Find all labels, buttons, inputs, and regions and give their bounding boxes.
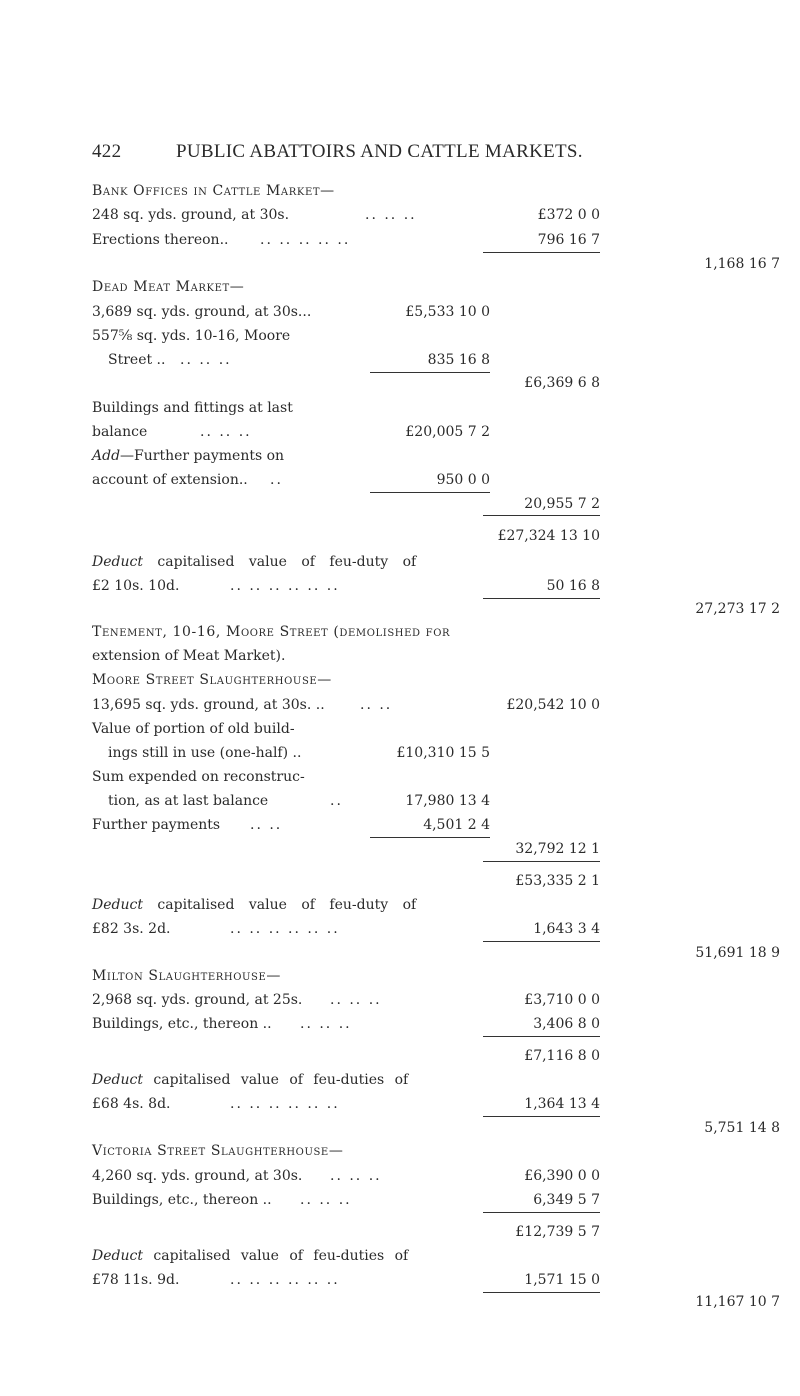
leader-dots: .. .. .. <box>180 352 232 368</box>
sum-rule <box>483 598 600 599</box>
leader-dots: .. .. <box>360 697 393 713</box>
leader-dots: .. .. .. <box>300 1016 352 1032</box>
add-word: Add <box>92 448 121 464</box>
deduct-word: Deduct <box>92 1072 143 1088</box>
deduct-word: Deduct <box>92 897 143 913</box>
deduct-label-1: capitalised value of feu-duty of <box>157 897 417 913</box>
moore-value-amount: £10,310 15 5 <box>396 745 490 761</box>
deduct-word: Deduct <box>92 1248 143 1264</box>
buildings-amount: £20,005 7 2 <box>405 424 490 440</box>
deduct-word: Deduct <box>92 554 143 570</box>
leader-dots: .. .. .. .. .. .. <box>230 1272 340 1288</box>
dead-meat-total: 27,273 17 2 <box>695 601 780 617</box>
milton-sum: £7,116 8 0 <box>524 1048 600 1064</box>
victoria-deduct-amount: 1,571 15 0 <box>524 1272 600 1288</box>
moore-street-heading: Moore Street Slaughterhouse— <box>92 672 332 688</box>
sum-rule <box>370 492 490 493</box>
moore-value-label-2: ings still in use (one-half) .. <box>108 745 302 761</box>
victoria-sum: £12,739 5 7 <box>515 1224 600 1240</box>
bank-ground-label: 248 sq. yds. ground, at 30s. <box>92 207 290 223</box>
sum-rule <box>483 941 600 942</box>
moore-sum: £53,335 2 1 <box>515 873 600 889</box>
victoria-buildings-amount: 6,349 5 7 <box>533 1192 600 1208</box>
moore-buildings-total: 32,792 12 1 <box>515 841 600 857</box>
dead-meat-deduct-amount: 50 16 8 <box>546 578 600 594</box>
victoria-ground-amount: £6,390 0 0 <box>524 1168 600 1184</box>
victoria-buildings-label: Buildings, etc., thereon .. <box>92 1192 272 1208</box>
deduct-label-2: £78 11s. 9d. <box>92 1272 180 1288</box>
buildings-label-2: balance <box>92 424 148 440</box>
sum-rule <box>483 252 600 253</box>
leader-dots: .. .. .. .. .. .. <box>230 578 340 594</box>
milton-deduct-amount: 1,364 13 4 <box>524 1096 600 1112</box>
page-number: 422 <box>92 141 122 162</box>
sum-rule <box>370 837 490 838</box>
buildings-label-1: Buildings and fittings at last <box>92 400 293 416</box>
sum-rule <box>483 1292 600 1293</box>
deduct-label-1: capitalised value of feu-duties of <box>153 1248 409 1264</box>
add-label-1: —Further payments on <box>120 448 285 464</box>
moore-further-amount: 4,501 2 4 <box>423 817 490 833</box>
dead-meat-ground-amount: £5,533 10 0 <box>405 304 490 320</box>
milton-buildings-label: Buildings, etc., thereon .. <box>92 1016 272 1032</box>
deduct-label-2: £82 3s. 2d. <box>92 921 171 937</box>
moore-total: 51,691 18 9 <box>695 945 780 961</box>
leader-dots: .. .. .. <box>365 207 417 223</box>
deduct-label-2: £68 4s. 8d. <box>92 1096 171 1112</box>
milton-total: 5,751 14 8 <box>704 1120 780 1136</box>
milton-ground-label: 2,968 sq. yds. ground, at 25s. <box>92 992 303 1008</box>
bank-total: 1,168 16 7 <box>704 256 780 272</box>
leader-dots: .. .. .. .. .. <box>260 232 351 248</box>
deduct-label-1: capitalised value of feu-duty of <box>157 554 417 570</box>
moore-plot-label-1: 557⅝ sq. yds. 10-16, Moore <box>92 328 291 344</box>
leader-dots: .. .. .. <box>300 1192 352 1208</box>
leader-dots: .. .. .. <box>330 992 382 1008</box>
sum-rule <box>483 1212 600 1213</box>
victoria-heading: Victoria Street Slaughterhouse— <box>92 1143 344 1159</box>
milton-buildings-amount: 3,406 8 0 <box>533 1016 600 1032</box>
moore-value-label-1: Value of portion of old build- <box>92 721 295 737</box>
sum-rule <box>483 1036 600 1037</box>
leader-dots: .. .. .. <box>330 1168 382 1184</box>
tenement-line-1: Tenement, 10-16, Moore Street (demolished for <box>92 624 451 640</box>
leader-dots: .. .. .. .. .. .. <box>230 1096 340 1112</box>
moore-sum-label-1: Sum expended on reconstruc- <box>92 769 305 785</box>
page-title: PUBLIC ABATTOIRS AND CATTLE MARKETS. <box>176 141 583 162</box>
bank-erections-label: Erections thereon.. <box>92 232 229 248</box>
moore-sum-label-2: tion, as at last balance <box>108 793 269 809</box>
deduct-label-2: £2 10s. 10d. <box>92 578 180 594</box>
leader-dots: .. <box>270 472 283 488</box>
moore-ground-amount: £20,542 10 0 <box>506 697 600 713</box>
deduct-label-1: capitalised value of feu-duties of <box>153 1072 409 1088</box>
moore-further-label: Further payments <box>92 817 221 833</box>
milton-ground-amount: £3,710 0 0 <box>524 992 600 1008</box>
sum-rule <box>483 515 600 516</box>
moore-sum-amount: 17,980 13 4 <box>405 793 490 809</box>
moore-deduct-amount: 1,643 3 4 <box>533 921 600 937</box>
milton-heading: Milton Slaughterhouse— <box>92 968 281 984</box>
sum-rule <box>370 372 490 373</box>
leader-dots: .. .. <box>250 817 283 833</box>
moore-ground-label: 13,695 sq. yds. ground, at 30s. .. <box>92 697 325 713</box>
dead-meat-ground-label: 3,689 sq. yds. ground, at 30s... <box>92 304 312 320</box>
leader-dots: .. <box>330 793 343 809</box>
bank-heading: Bank Offices in Cattle Market— <box>92 183 335 199</box>
add-label-2: account of extension.. <box>92 472 248 488</box>
bank-ground-amount: £372 0 0 <box>537 207 600 223</box>
leader-dots: .. .. .. <box>200 424 252 440</box>
victoria-ground-label: 4,260 sq. yds. ground, at 30s. <box>92 1168 303 1184</box>
dead-meat-sum: £27,324 13 10 <box>497 528 600 544</box>
add-amount: 950 0 0 <box>436 472 490 488</box>
dead-meat-buildings-total: 20,955 7 2 <box>524 496 600 512</box>
sum-rule <box>483 861 600 862</box>
victoria-total: 11,167 10 7 <box>695 1294 780 1310</box>
bank-erections-amount: 796 16 7 <box>537 232 600 248</box>
tenement-line-2: extension of Meat Market). <box>92 648 286 664</box>
sum-rule <box>483 1116 600 1117</box>
moore-plot-amount: 835 16 8 <box>427 352 490 368</box>
leader-dots: .. .. .. .. .. .. <box>230 921 340 937</box>
dead-meat-subtotal: £6,369 6 8 <box>524 375 600 391</box>
dead-meat-heading: Dead Meat Market— <box>92 279 245 295</box>
moore-plot-label-2: Street .. <box>108 352 166 368</box>
